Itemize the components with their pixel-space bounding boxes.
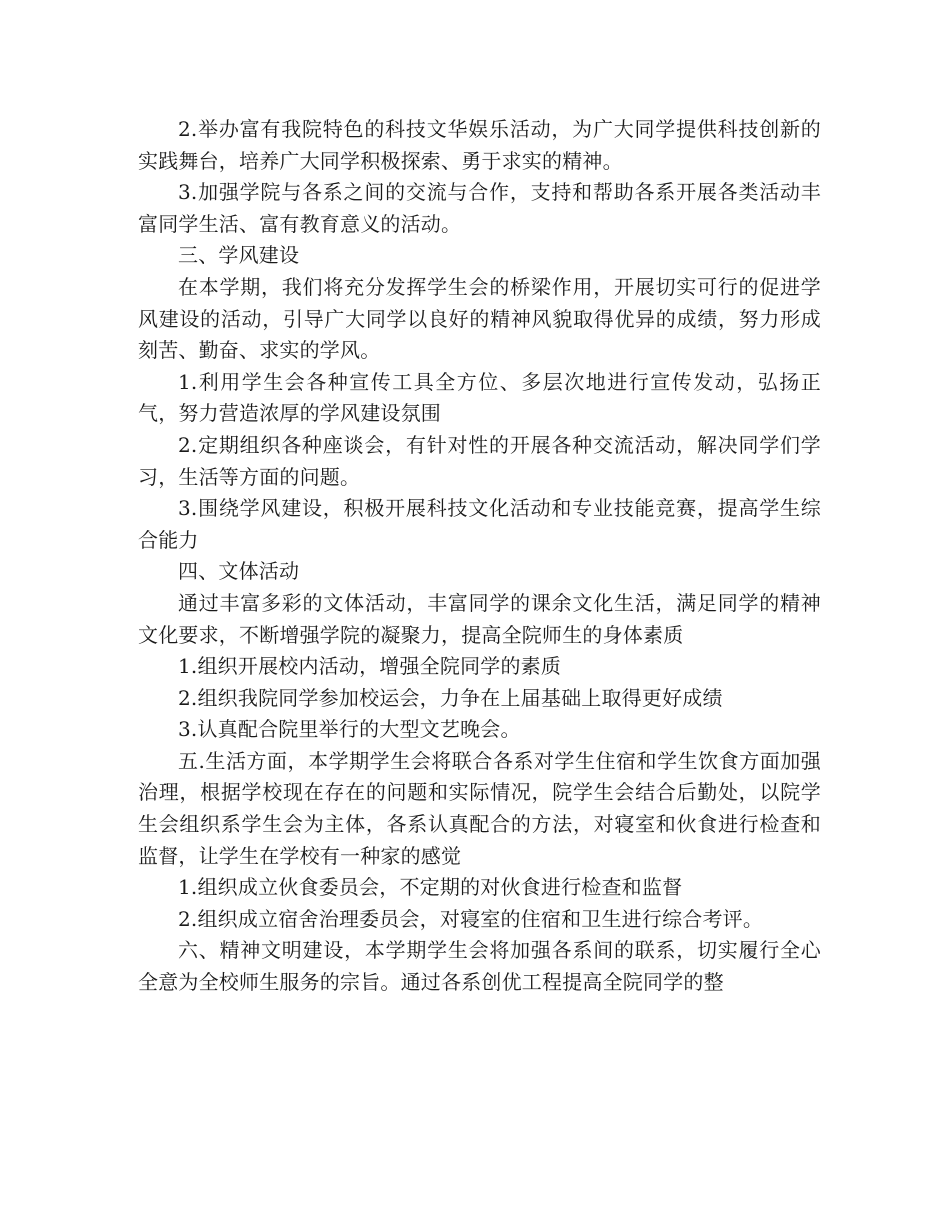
paragraph-living-intro: 五.生活方面，本学期学生会将联合各系对学生住宿和学生饮食方面加强治理，根据学校现在存在的问题和实际情况，院学生会结合后勤处，以院学生会组织系学生会为主体，各系认真配合的方法，对寝室和伙食进行检查和监督，让学生在学校有一种家的感觉 bbox=[138, 748, 821, 868]
paragraph-study-style-3: 3.围绕学风建设，积极开展科技文化活动和专业技能竞赛，提高学生综合能力 bbox=[138, 496, 821, 552]
paragraph-culture-sports-intro: 通过丰富多彩的文体活动，丰富同学的课余文化生活，满足同学的精神文化要求，不断增强学院的凝聚力，提高全院师生的身体素质 bbox=[138, 590, 821, 647]
paragraph-living-1: 1.组织成立伙食委员会，不定期的对伙食进行检查和监督 bbox=[178, 875, 683, 900]
paragraph-culture-sports-1: 1.组织开展校内活动，增强全院同学的素质 bbox=[178, 654, 562, 679]
section-heading-study-style: 三、学风建设 bbox=[178, 243, 300, 268]
paragraph-study-style-1: 1.利用学生会各种宣传工具全方位、多层次地进行宣传发动，弘扬正气，努力营造浓厚的学风建设氛围 bbox=[138, 369, 821, 426]
paragraph-activities-2: 2.举办富有我院特色的科技文华娱乐活动，为广大同学提供科技创新的实践舞台，培养广大同学积极探索、勇于求实的精神。 bbox=[138, 117, 821, 173]
paragraph-activities-3: 3.加强学院与各系之间的交流与合作，支持和帮助各系开展各类活动丰富同学生活、富有教育意义的活动。 bbox=[138, 180, 821, 236]
paragraph-study-style-2: 2.定期组织各种座谈会，有针对性的开展各种交流活动，解决同学们学习，生活等方面的问题。 bbox=[138, 432, 821, 489]
section-heading-culture-sports: 四、文体活动 bbox=[178, 559, 300, 584]
paragraph-living-2: 2.组织成立宿舍治理委员会，对寝室的住宿和卫生进行综合考评。 bbox=[178, 906, 764, 931]
paragraph-culture-sports-3: 3.认真配合院里举行的大型文艺晚会。 bbox=[178, 717, 521, 742]
document-body bbox=[138, 114, 821, 999]
paragraph-study-style-intro: 在本学期，我们将充分发挥学生会的桥梁作用，开展切实可行的促进学风建设的活动，引导广大同学以良好的精神风貌取得优异的成绩，努力形成刻苦、勤奋、求实的学风。 bbox=[138, 274, 821, 363]
paragraph-culture-sports-2: 2.组织我院同学参加校运会，力争在上届基础上取得更好成绩 bbox=[178, 685, 723, 710]
paragraph-spiritual-civilization: 六、精神文明建设，本学期学生会将加强各系间的联系，切实履行全心全意为全校师生服务的宗旨。通过各系创优工程提高全院同学的整 bbox=[138, 938, 821, 995]
